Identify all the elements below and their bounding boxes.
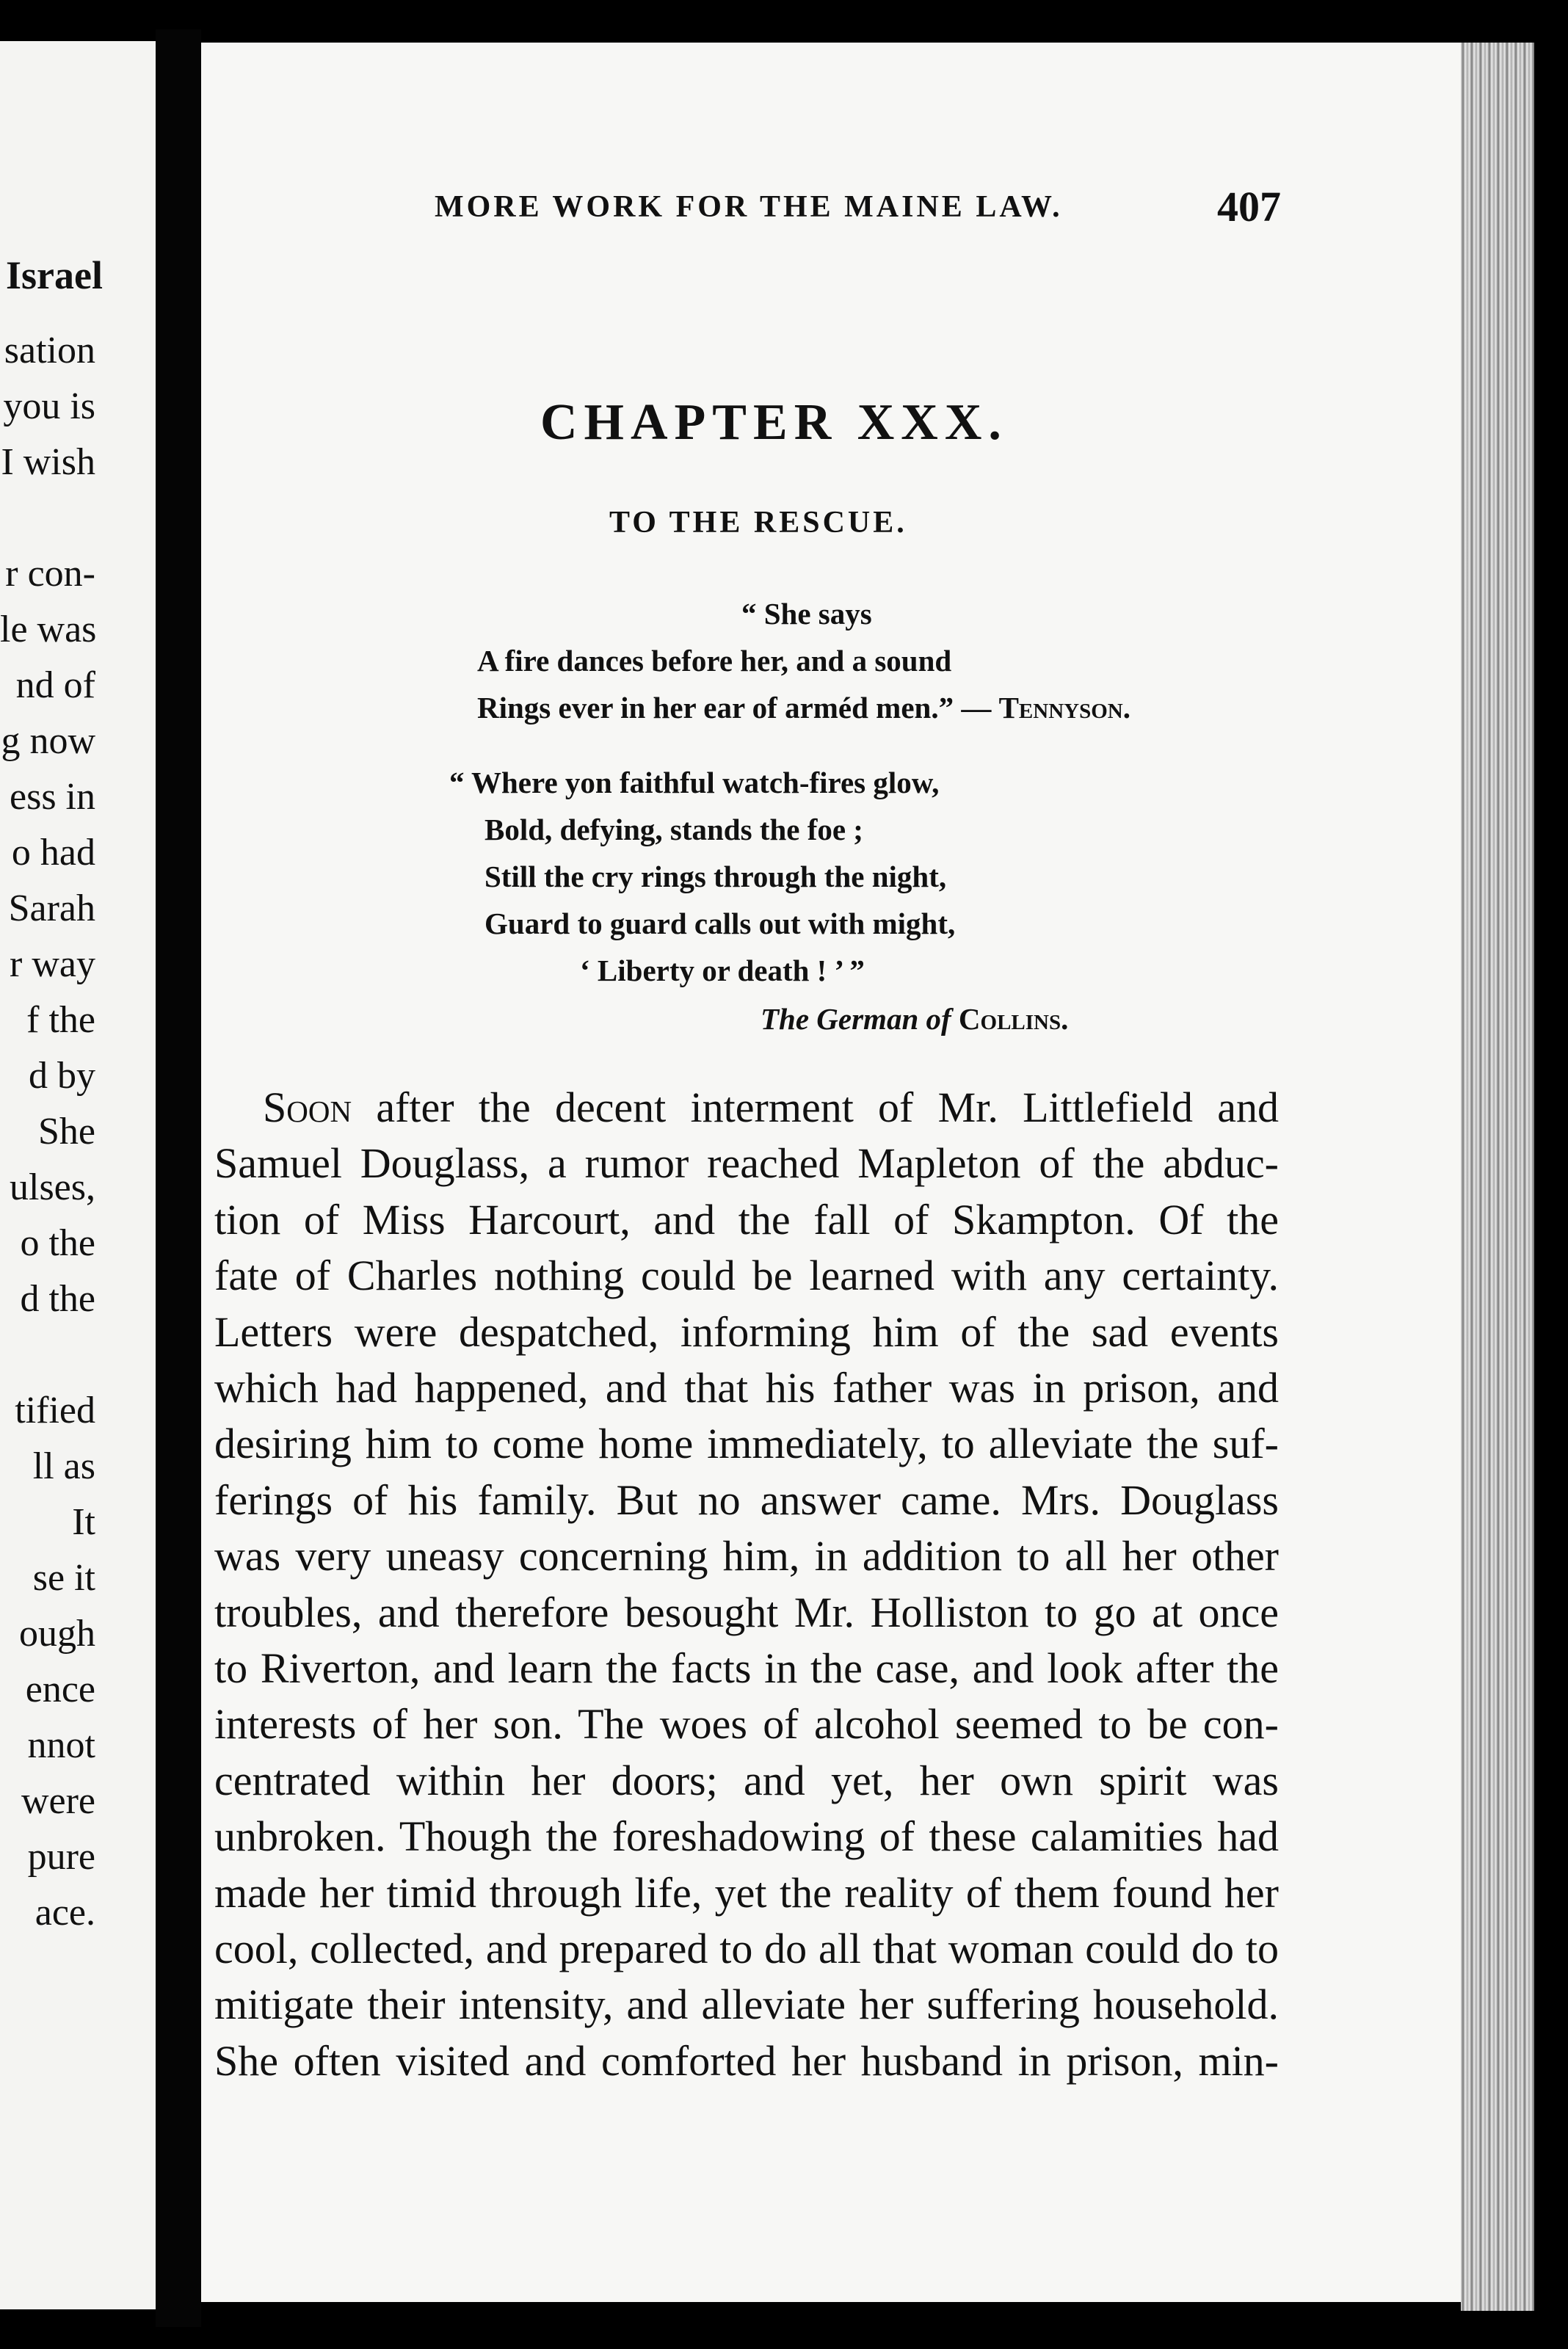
facing-page-line: It [72, 1501, 95, 1543]
facing-page-line: r con- [5, 553, 95, 595]
running-head: MORE WORK FOR THE MAINE LAW. [435, 190, 1063, 224]
body-line-11: to Riverton, and learn the facts in the case, and look after the [214, 1644, 1279, 1692]
epigraph-1-attribution: Tennyson. [998, 691, 1130, 725]
page-number: 407 [1217, 183, 1281, 230]
drop-word: Soon [263, 1083, 352, 1131]
facing-page-line: r way [10, 943, 95, 985]
facing-page-line: ess in [10, 776, 95, 818]
facing-page-line: o had [11, 832, 95, 874]
facing-page-line: g now [1, 720, 95, 762]
facing-page-line: nd of [15, 664, 95, 706]
facing-page-line: Sarah [8, 887, 95, 929]
body-line-2: Samuel Douglass, a rumor reached Mapleton of the abduc- [214, 1139, 1279, 1187]
facing-page-header: Israel [6, 253, 103, 297]
facing-page-line: sation [4, 330, 95, 371]
epigraph-2-attribution-line [761, 1001, 1068, 1036]
epigraph-1-line-1: “ She says [741, 597, 872, 631]
body-line-10: troubles, and therefore besought Mr. Holliston to go at once [214, 1589, 1279, 1636]
chapter-title: CHAPTER XXX. [540, 394, 1008, 451]
facing-page-line: were [21, 1780, 95, 1822]
epigraph-2-line-1: “ Where yon faithful watch-fires glow, [449, 766, 940, 799]
facing-page-line: se it [32, 1557, 95, 1599]
facing-page-line: ulses, [10, 1166, 95, 1208]
facing-page-line: f the [26, 999, 95, 1041]
body-line-4: fate of Charles nothing could be learned with any certainty. [214, 1252, 1279, 1299]
facing-page-line: I wish [1, 441, 95, 483]
facing-page-line: ough [19, 1613, 95, 1655]
body-line-16: cool, collected, and prepared to do all that woman could do to [214, 1925, 1279, 1972]
epigraph-2-attribution-prefix: The German of [761, 1002, 951, 1036]
book-gutter [156, 29, 201, 2327]
facing-page-line: She [38, 1111, 95, 1152]
body-line-14: unbroken. Though the foreshadowing of these calamities had [214, 1812, 1279, 1860]
epigraph-1-line-3-text: Rings ever in her ear of arméd men.” — [477, 691, 992, 725]
facing-page-line: pure [27, 1836, 95, 1878]
body-line-8: ferings of his family. But no answer came. Mrs. Douglass [214, 1476, 1279, 1524]
body-line-13: centrated within her doors; and yet, her own spirit was [214, 1757, 1279, 1804]
body-line-6: which had happened, and that his father was in prison, and [214, 1364, 1279, 1412]
body-line-3: tion of Miss Harcourt, and the fall of Skampton. Of the [214, 1196, 1279, 1244]
facing-page-line: ace. [35, 1892, 95, 1934]
body-line-18: She often visited and comforted her husband in prison, min- [214, 2037, 1279, 2085]
facing-page-line: tified [15, 1390, 95, 1431]
chapter-subtitle: TO THE RESCUE. [609, 506, 907, 540]
facing-page-line: ence [25, 1669, 95, 1710]
facing-page-line: nnot [27, 1724, 95, 1766]
facing-page-line: ll as [32, 1445, 95, 1487]
epigraph-2-attribution: Collins. [958, 1002, 1069, 1036]
facing-page-line: le was [0, 609, 97, 650]
body-line-15: made her timid through life, yet the reality of them found her [214, 1869, 1279, 1917]
body-line-9: was very uneasy concerning him, in addition to all her other [214, 1532, 1279, 1580]
epigraph-2-line-3: Still the cry rings through the night, [484, 860, 947, 893]
epigraph-1-line-2: A fire dances before her, and a sound [477, 644, 952, 678]
body-line-12: interests of her son. The woes of alcohol seemed to be con- [214, 1700, 1279, 1748]
epigraph-1-line-3 [477, 690, 1130, 725]
page-edges [1461, 43, 1534, 2311]
facing-page-line: d by [29, 1055, 95, 1097]
facing-page-line: you is [3, 385, 95, 427]
epigraph-2-line-4: Guard to guard calls out with might, [484, 907, 956, 940]
epigraph-2-line-5: ‘ Liberty or death ! ’ ” [580, 954, 865, 987]
body-line-1 [263, 1083, 1279, 1131]
body-line-17: mitigate their intensity, and alleviate her suffering household. [214, 1981, 1279, 2028]
body-line-1-text: after the decent interment of Mr. Littlefield and [352, 1083, 1279, 1131]
epigraph-2-line-2: Bold, defying, stands the foe ; [484, 813, 863, 846]
facing-page-line: o the [20, 1222, 95, 1264]
facing-page-line: d the [20, 1278, 95, 1320]
body-line-7: desiring him to come home immediately, to alleviate the suf- [214, 1420, 1279, 1467]
body-line-5: Letters were despatched, informing him of the sad events [214, 1308, 1279, 1356]
